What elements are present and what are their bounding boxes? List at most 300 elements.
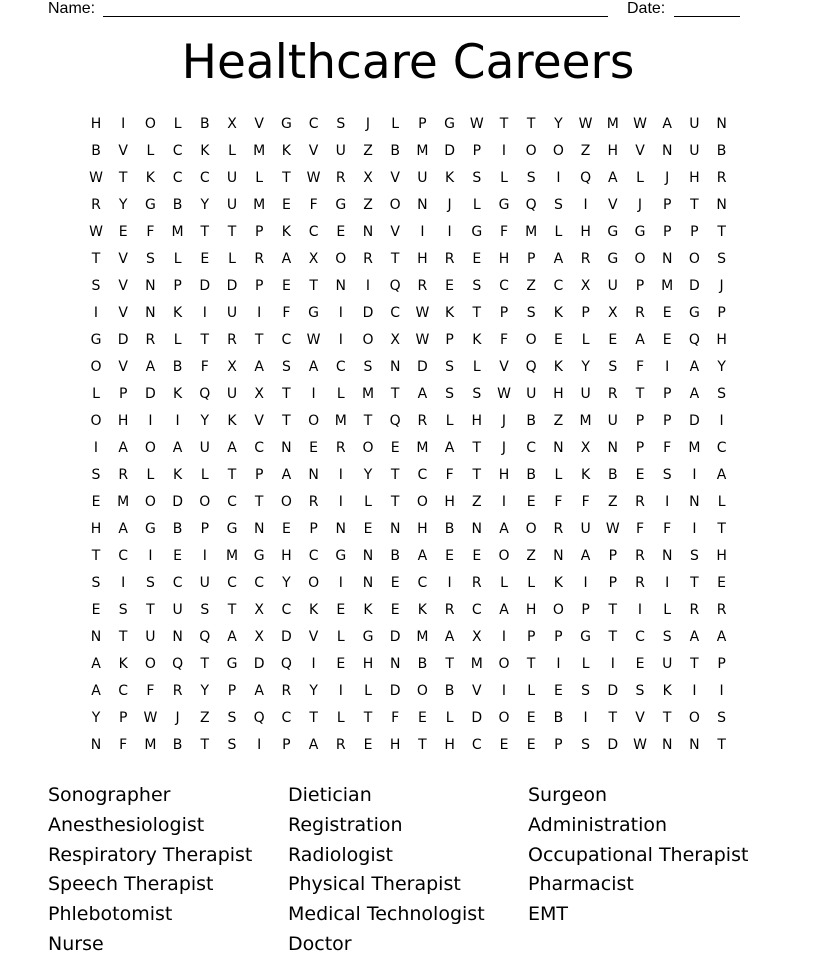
grid-letter: E xyxy=(173,548,183,564)
grid-letter: H xyxy=(281,548,292,564)
grid-letter: E xyxy=(662,305,672,321)
grid-letter: T xyxy=(227,224,237,240)
grid-letter: R xyxy=(145,332,156,348)
grid-letter: L xyxy=(636,170,644,186)
grid-letter: W xyxy=(415,332,430,348)
grid-letter: C xyxy=(254,575,265,591)
grid-letter: U xyxy=(226,305,238,321)
grid-letter: S xyxy=(635,683,645,699)
grid-letter: K xyxy=(200,143,210,159)
grid-letter: T xyxy=(363,413,373,429)
grid-letter: N xyxy=(389,656,401,672)
grid-letter: H xyxy=(90,521,102,537)
grid-letter: A xyxy=(689,386,700,402)
grid-letter: T xyxy=(717,737,726,753)
header xyxy=(0,0,816,22)
grid-letter: X xyxy=(254,602,264,618)
grid-letter: K xyxy=(417,602,427,618)
grid-letter: T xyxy=(690,656,699,672)
grid-letter: V xyxy=(118,305,128,321)
grid-letter: Z xyxy=(526,278,536,294)
grid-letter: I xyxy=(583,710,588,726)
grid-letter: P xyxy=(445,332,454,348)
grid-letter: O xyxy=(389,197,401,213)
grid-letter: O xyxy=(552,143,564,159)
grid-letter: Z xyxy=(580,143,591,159)
grid-letter: P xyxy=(554,629,563,645)
grid-letter: O xyxy=(525,521,537,537)
grid-letter: T xyxy=(526,656,536,672)
grid-letter: T xyxy=(526,116,536,132)
word-list-item: Doctor xyxy=(288,932,352,955)
grid-letter: A xyxy=(580,548,591,564)
grid-letter: E xyxy=(417,710,427,726)
grid-letter: S xyxy=(227,737,237,753)
grid-letter: K xyxy=(445,305,455,321)
grid-letter: I xyxy=(583,575,588,591)
grid-letter: I xyxy=(665,494,670,510)
grid-letter: V xyxy=(308,143,319,159)
grid-letter: Z xyxy=(472,494,482,510)
grid-letter: R xyxy=(471,575,482,591)
grid-letter: M xyxy=(117,494,130,510)
grid-letter: H xyxy=(553,386,564,402)
grid-letter: M xyxy=(525,224,538,240)
grid-letter: F xyxy=(663,521,672,537)
grid-letter: J xyxy=(501,413,507,429)
grid-letter: F xyxy=(499,332,509,348)
grid-letter: E xyxy=(281,278,291,294)
grid-letter: I xyxy=(338,575,343,591)
grid-letter: P xyxy=(581,305,590,321)
grid-letter: A xyxy=(227,440,237,456)
grid-letter: P xyxy=(472,143,482,159)
grid-letter: J xyxy=(665,170,670,186)
grid-letter: G xyxy=(688,305,700,321)
grid-letter: U xyxy=(172,602,183,618)
grid-letter: U xyxy=(226,386,238,402)
grid-letter: W xyxy=(306,332,321,348)
grid-letter: I xyxy=(121,116,126,132)
grid-letter: S xyxy=(472,170,482,186)
grid-letter: V xyxy=(118,143,128,159)
grid-letter: I xyxy=(175,413,180,429)
grid-letter: T xyxy=(717,521,726,537)
grid-letter: Z xyxy=(200,710,210,726)
grid-letter: I xyxy=(202,305,207,321)
grid-letter: T xyxy=(608,602,618,618)
grid-letter: R xyxy=(417,413,428,429)
grid-letter: E xyxy=(526,737,536,753)
grid-letter: O xyxy=(525,143,537,159)
grid-letter: R xyxy=(254,251,265,267)
grid-letter: A xyxy=(716,467,727,483)
grid-letter: L xyxy=(173,116,182,132)
grid-letter: N xyxy=(362,224,374,240)
grid-letter: N xyxy=(689,737,700,753)
grid-letter: A xyxy=(227,629,237,645)
grid-letter: M xyxy=(416,440,429,456)
word-list-item: Administration xyxy=(528,813,668,836)
grid-letter: Z xyxy=(526,548,536,564)
word-list-item: Sonographer xyxy=(48,784,171,806)
grid-letter: P xyxy=(200,521,210,537)
grid-letter: L xyxy=(228,251,236,267)
grid-letter: C xyxy=(526,440,537,456)
grid-letter: O xyxy=(362,332,374,348)
grid-letter: U xyxy=(526,386,537,402)
grid-letter: N xyxy=(253,521,265,537)
grid-letter: R xyxy=(716,170,727,186)
grid-letter: I xyxy=(338,683,343,699)
grid-letter: O xyxy=(335,251,347,267)
grid-letter: V xyxy=(635,710,645,726)
grid-letter: T xyxy=(390,494,400,510)
page-title: Healthcare Careers xyxy=(181,35,635,90)
grid-letter: I xyxy=(257,737,262,753)
grid-letter: P xyxy=(254,467,264,483)
grid-letter: O xyxy=(90,413,102,429)
grid-letter: I xyxy=(338,332,343,348)
grid-letter: L xyxy=(500,575,508,591)
grid-letter: F xyxy=(391,710,400,726)
grid-letter: W xyxy=(89,170,103,186)
grid-letter: F xyxy=(445,467,454,483)
grid-letter: P xyxy=(309,521,318,537)
grid-letter: R xyxy=(444,602,455,618)
grid-letter: C xyxy=(499,278,509,294)
grid-letter: A xyxy=(91,683,101,699)
grid-letter: E xyxy=(390,575,400,591)
grid-letter: I xyxy=(719,413,724,429)
grid-letter: F xyxy=(635,521,645,537)
word-list-item: Occupational Therapist xyxy=(528,843,749,866)
grid-letter: C xyxy=(308,548,319,564)
grid-letter: I xyxy=(447,575,452,591)
grid-letter: D xyxy=(689,278,700,294)
grid-letter: L xyxy=(92,386,100,402)
grid-letter: N xyxy=(553,440,564,456)
grid-letter: M xyxy=(688,440,701,456)
grid-letter: C xyxy=(417,575,428,591)
grid-letter: B xyxy=(417,656,428,672)
grid-letter: T xyxy=(690,575,699,591)
grid-letter: G xyxy=(607,251,619,267)
grid-letter: L xyxy=(200,467,209,483)
grid-letter: A xyxy=(254,359,264,375)
grid-letter: D xyxy=(253,656,265,672)
grid-letter: I xyxy=(692,467,697,483)
grid-letter: V xyxy=(308,629,319,645)
grid-letter: N xyxy=(553,548,564,564)
grid-letter: P xyxy=(581,602,590,618)
grid-letter: Q xyxy=(280,656,292,672)
grid-letter: E xyxy=(336,656,346,672)
grid-letter: A xyxy=(499,521,509,537)
grid-letter: R xyxy=(553,521,564,537)
grid-letter: T xyxy=(200,332,210,348)
grid-letter: V xyxy=(254,116,264,132)
grid-letter: E xyxy=(445,278,455,294)
grid-letter: A xyxy=(444,440,455,456)
grid-letter: U xyxy=(145,629,156,645)
grid-letter: C xyxy=(281,710,292,726)
grid-letter: D xyxy=(607,737,619,753)
grid-letter: D xyxy=(607,683,619,699)
word-list-item: Surgeon xyxy=(528,784,607,806)
grid-letter: D xyxy=(172,494,183,510)
grid-letter: B xyxy=(172,737,183,753)
grid-letter: N xyxy=(661,548,673,564)
grid-letter: P xyxy=(554,737,563,753)
grid-letter: P xyxy=(662,413,672,429)
grid-letter: T xyxy=(227,467,237,483)
grid-letter: L xyxy=(717,494,726,510)
grid-letter: S xyxy=(553,197,563,213)
grid-letter: G xyxy=(634,224,646,240)
grid-letter: U xyxy=(417,170,428,186)
grid-letter: C xyxy=(227,575,237,591)
grid-letter: Y xyxy=(200,197,210,213)
grid-letter: O xyxy=(90,359,102,375)
grid-letter: O xyxy=(362,440,374,456)
grid-letter: J xyxy=(719,278,724,294)
grid-letter: A xyxy=(417,386,428,402)
grid-letter: N xyxy=(362,575,374,591)
grid-letter: M xyxy=(253,197,266,213)
grid-letter: U xyxy=(226,170,238,186)
grid-letter: G xyxy=(444,116,456,132)
grid-letter: I xyxy=(719,683,724,699)
grid-letter: T xyxy=(309,710,318,726)
grid-letter: T xyxy=(91,251,101,267)
grid-letter: C xyxy=(471,602,482,618)
grid-letter: E xyxy=(390,440,400,456)
grid-letter: O xyxy=(199,494,211,510)
grid-letter: A xyxy=(553,251,564,267)
grid-letter: S xyxy=(581,683,591,699)
grid-letter: O xyxy=(416,494,428,510)
grid-letter: S xyxy=(281,359,291,375)
grid-letter: L xyxy=(581,332,590,348)
grid-letter: J xyxy=(365,116,371,132)
grid-letter: K xyxy=(363,602,373,618)
grid-letter: Z xyxy=(608,494,618,510)
grid-letter: E xyxy=(363,737,373,753)
grid-letter: K xyxy=(445,170,455,186)
grid-letter: T xyxy=(227,602,237,618)
grid-letter: N xyxy=(389,521,401,537)
grid-letter: W xyxy=(578,116,593,132)
grid-letter: L xyxy=(364,683,372,699)
grid-letter: A xyxy=(281,251,292,267)
grid-letter: F xyxy=(146,224,155,240)
grid-letter: L xyxy=(527,683,536,699)
grid-letter: O xyxy=(498,548,510,564)
grid-letter: W xyxy=(415,305,430,321)
grid-letter: I xyxy=(556,656,561,672)
word-list-item: Medical Technologist xyxy=(288,903,485,926)
grid-letter: S xyxy=(336,116,346,132)
grid-letter: E xyxy=(526,494,536,510)
grid-letter: N xyxy=(335,278,347,294)
grid-letter: G xyxy=(226,521,238,537)
grid-letter: U xyxy=(199,575,210,591)
grid-letter: G xyxy=(498,197,510,213)
grid-letter: D xyxy=(444,143,455,159)
grid-letter: T xyxy=(118,170,128,186)
grid-letter: H xyxy=(471,413,483,429)
grid-letter: C xyxy=(118,683,129,699)
word-list-item: Phlebotomist xyxy=(48,903,173,926)
grid-letter: S xyxy=(472,386,482,402)
grid-letter: E xyxy=(363,521,373,537)
grid-letter: S xyxy=(445,386,455,402)
grid-letter: P xyxy=(118,710,128,726)
grid-letter: Q xyxy=(525,197,537,213)
grid-letter: V xyxy=(390,224,400,240)
grid-letter: P xyxy=(418,116,427,132)
grid-letter: A xyxy=(281,467,292,483)
grid-letter: V xyxy=(390,170,400,186)
grid-letter: I xyxy=(583,197,588,213)
word-list-item: Pharmacist xyxy=(528,873,634,896)
word-list-item: Radiologist xyxy=(288,843,393,866)
grid-letter: I xyxy=(338,305,343,321)
grid-letter: I xyxy=(501,494,507,510)
grid-letter: S xyxy=(145,251,155,267)
grid-letter: B xyxy=(172,197,183,213)
grid-letter: R xyxy=(335,440,346,456)
grid-letter: T xyxy=(608,710,618,726)
grid-letter: P xyxy=(227,683,237,699)
grid-letter: T xyxy=(690,197,699,213)
grid-letter: H xyxy=(716,332,727,348)
grid-letter: R xyxy=(227,332,237,348)
grid-letter: Z xyxy=(553,413,564,429)
grid-letter: C xyxy=(553,278,564,294)
grid-letter: L xyxy=(472,359,481,375)
grid-letter: T xyxy=(254,494,264,510)
grid-letter: E xyxy=(526,710,536,726)
grid-letter: A xyxy=(635,332,645,348)
grid-letter: N xyxy=(716,116,727,132)
word-column xyxy=(528,781,748,930)
grid-letter: T xyxy=(390,467,400,483)
grid-letter: K xyxy=(281,143,291,159)
grid-letter: I xyxy=(420,224,425,240)
grid-letter: K xyxy=(662,683,672,699)
grid-letter: W xyxy=(89,224,103,240)
grid-letter: S xyxy=(200,602,210,618)
grid-letter: Q xyxy=(199,629,211,645)
grid-letter: N xyxy=(281,440,292,456)
grid-letter: P xyxy=(282,737,291,753)
grid-letter: O xyxy=(498,656,510,672)
grid-letter: I xyxy=(447,224,452,240)
grid-letter: O xyxy=(688,251,700,267)
grid-letter: K xyxy=(173,467,183,483)
grid-letter: Y xyxy=(118,197,128,213)
grid-letter: A xyxy=(118,440,128,456)
grid-letter: G xyxy=(144,197,156,213)
grid-letter: N xyxy=(362,548,374,564)
grid-letter: P xyxy=(608,575,618,591)
grid-letter: O xyxy=(144,116,156,132)
grid-letter: S xyxy=(91,278,101,294)
grid-letter: L xyxy=(445,710,454,726)
grid-letter: U xyxy=(580,386,591,402)
grid-letter: K xyxy=(173,386,183,402)
grid-letter: C xyxy=(635,629,645,645)
grid-letter: I xyxy=(501,143,507,159)
grid-letter: C xyxy=(390,305,401,321)
grid-letter: I xyxy=(257,305,262,321)
grid-letter: E xyxy=(91,494,101,510)
grid-letter: S xyxy=(717,251,727,267)
grid-letter: F xyxy=(581,494,590,510)
grid-letter: N xyxy=(661,737,673,753)
grid-letter: C xyxy=(172,143,183,159)
grid-letter: O xyxy=(552,602,564,618)
grid-letter: I xyxy=(637,602,643,618)
grid-letter: M xyxy=(334,413,347,429)
grid-letter: Y xyxy=(200,413,210,429)
grid-letter: P xyxy=(254,224,264,240)
grid-letter: T xyxy=(445,656,454,672)
grid-letter: Q xyxy=(172,656,184,672)
grid-letter: B xyxy=(553,710,564,726)
grid-letter: Y xyxy=(581,359,590,375)
grid-letter: O xyxy=(688,710,700,726)
grid-letter: R xyxy=(172,683,183,699)
grid-letter: B xyxy=(444,683,455,699)
grid-letter: L xyxy=(554,224,563,240)
grid-letter: E xyxy=(200,251,210,267)
grid-letter: K xyxy=(173,305,183,321)
grid-letter: T xyxy=(118,629,128,645)
grid-letter: E xyxy=(281,197,291,213)
grid-letter: V xyxy=(635,143,645,159)
grid-letter: L xyxy=(173,332,182,348)
grid-letter: P xyxy=(526,629,536,645)
grid-letter: L xyxy=(255,170,264,186)
grid-letter: I xyxy=(338,494,343,510)
grid-letter: F xyxy=(282,305,291,321)
grid-letter: Q xyxy=(389,278,401,294)
grid-letter: U xyxy=(662,656,673,672)
grid-letter: H xyxy=(498,467,510,483)
grid-letter: N xyxy=(172,629,183,645)
grid-letter: M xyxy=(606,116,619,132)
grid-letter: D xyxy=(226,278,238,294)
grid-letter: H xyxy=(580,224,591,240)
grid-letter: I xyxy=(121,575,126,591)
grid-letter: D xyxy=(689,413,700,429)
grid-letter: D xyxy=(281,629,292,645)
grid-letter: A xyxy=(172,440,183,456)
grid-letter: E xyxy=(662,332,672,348)
grid-letter: G xyxy=(580,629,592,645)
grid-letter: C xyxy=(227,494,237,510)
grid-letter: M xyxy=(661,278,674,294)
grid-letter: P xyxy=(173,278,182,294)
grid-letter: I xyxy=(202,548,207,564)
grid-letter: I xyxy=(311,386,316,402)
grid-letter: T xyxy=(472,305,482,321)
grid-letter: M xyxy=(579,413,592,429)
grid-letter: X xyxy=(254,629,264,645)
